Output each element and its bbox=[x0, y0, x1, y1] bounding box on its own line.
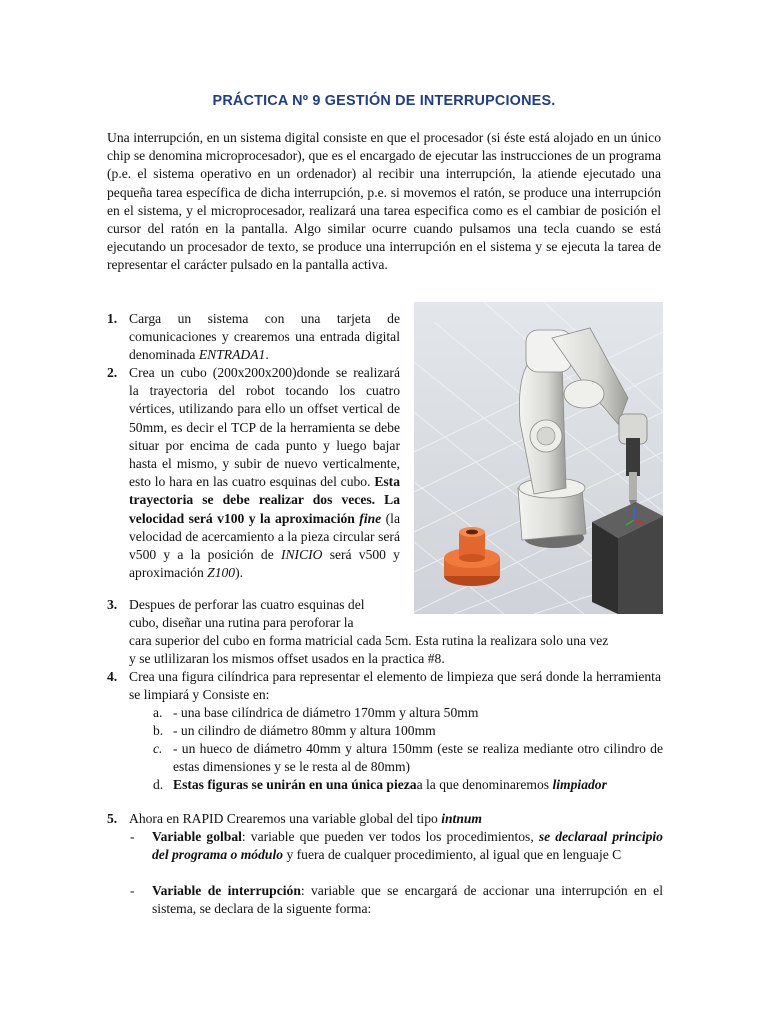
item-5-bullet-1-dash: - bbox=[130, 829, 135, 844]
item-1-input-name: ENTRADA1 bbox=[198, 347, 266, 363]
item-1-text bbox=[129, 310, 400, 365]
item-4-number: 4. bbox=[107, 669, 118, 684]
item-3-line-4: y se utlilizaran los mismos offset usados en la practica #8. bbox=[129, 651, 445, 667]
item-3-line-2: cubo, diseñar una rutina para peroforar la bbox=[129, 615, 354, 631]
item-4d-limpiador: limpiador bbox=[552, 777, 607, 792]
bullet-2-body: : variable que se encargará de accionar una interrupción en el sistema, se declara de la siguente forma: bbox=[152, 883, 663, 917]
robot-simulation-image bbox=[414, 302, 663, 614]
item-5-body: Ahora en RAPID Crearemos una variable global del tipo bbox=[129, 811, 442, 826]
item-3-line-1: Despues de perforar las cuatro esquinas del bbox=[129, 597, 365, 612]
item-2-z100: Z100 bbox=[207, 565, 236, 581]
item-4d-bold: Estas figuras se unirán en una única pieza bbox=[173, 777, 417, 792]
item-2-body-2: (la velocidad de acercamiento a la pieza circular será v500 y a la posición de bbox=[129, 510, 400, 563]
item-4-text: Crea una figura cilíndrica para representar el elemento de limpieza que será donde la herramienta se limpiará y Consiste en: bbox=[129, 669, 661, 703]
bullet-1-term: Variable golbal bbox=[152, 829, 242, 844]
item-1-body: Carga un sistema con una tarjeta de comunicaciones y crearemos una entrada digital denominada bbox=[129, 311, 400, 363]
item-3-number: 3. bbox=[107, 597, 118, 612]
intro-paragraph: Una interrupción, en un sistema digital consiste en que el procesador (si éste está alojado en un único chip se denomina microprocesador), que es el encargado de ejecutar las instrucciones de un programa (p.e. el sistema operativo en un ordenador) al recibir una interrupción, la atiende ejecutado una pequeña tarea específica de dicha interrupción, p.e. si movemos el ratón, se produce una interrupción en el sistema, y el microprocesador, realizará una tarea especifica como es el cambiar de posición el cursor del ratón en la pantalla. Algo similar ocurre cuando pulsamos una tecla cuando se está ejecutando un procesador de texto, se produce una interrupción en el sistema y se ejecuta la tarea de representar el carácter pulsado en la pantalla activa. bbox=[107, 130, 661, 273]
item-2-body: Crea un cubo (200x200x200)donde se realizará la trayectoria del robot tocando los cuatro vértices, utilizando para ello un offset vertical de 50mm, es decir el TCP de la herramienta se debe situar por encima de cada punto y luego bajar hasta el mismo, y subir de nuevo verticalmente, esto lo hara en las cuatro esquinas del cubo. bbox=[129, 365, 400, 490]
item-2-inicio: INICIO bbox=[280, 547, 323, 563]
item-4c-text: - un hueco de diámetro 40mm y altura 150mm (este se realiza mediante otro cilindro de estas dimensiones y se le resta al de 80mm) bbox=[173, 741, 663, 775]
item-2-bold: Esta trayectoria se debe realizar dos veces. La velocidad será v100 y la aproximación bbox=[129, 474, 400, 526]
item-2-text bbox=[129, 364, 400, 582]
item-1-number: 1. bbox=[107, 311, 118, 326]
item-4a-marker: a. bbox=[153, 705, 163, 720]
item-5-bullet-1 bbox=[152, 828, 663, 864]
bullet-1-body: : variable que pueden ver todos los procedimientos, bbox=[241, 829, 539, 844]
item-4b-marker: b. bbox=[153, 723, 164, 738]
item-5-text bbox=[129, 810, 661, 828]
bullet-2-term: Variable de interrupción bbox=[152, 883, 301, 898]
bullet-1-body-2: y fuera de cualquer procedimiento, al igual que en lenguaje C bbox=[283, 847, 622, 863]
item-5-intnum: intnum bbox=[441, 811, 483, 826]
item-5-bullet-2-dash: - bbox=[130, 883, 135, 898]
item-3-line-3: cara superior del cubo en forma matricial cada 5cm. Esta rutina la realizara solo una vez bbox=[129, 633, 609, 648]
item-4d-body: a la que denominaremos bbox=[416, 777, 553, 792]
item-2-body-3: será v500 y aproximación bbox=[129, 547, 400, 581]
item-4b-text: - un cilindro de diámetro 80mm y altura 100mm bbox=[173, 723, 436, 738]
bullet-1-emphasis: se declaraal principio del programa o módulo bbox=[152, 829, 663, 863]
item-5-bullet-2 bbox=[152, 882, 663, 918]
item-1-end: . bbox=[265, 347, 269, 363]
item-4d-marker: d. bbox=[153, 777, 164, 792]
item-2-fine: fine bbox=[359, 510, 382, 526]
item-5-number: 5. bbox=[107, 811, 118, 826]
item-3-text-wide bbox=[129, 632, 661, 668]
item-2-number: 2. bbox=[107, 365, 118, 380]
item-4a-text: - una base cilíndrica de diámetro 170mm y altura 50mm bbox=[173, 705, 479, 720]
item-4d-text bbox=[173, 776, 663, 794]
item-2-end: ). bbox=[235, 565, 244, 581]
item-4c-marker: c. bbox=[153, 741, 163, 756]
item-3-text-narrow bbox=[129, 596, 400, 632]
page-title: PRÁCTICA Nº 9 GESTIÓN DE INTERRUPCIONES. bbox=[212, 93, 556, 109]
